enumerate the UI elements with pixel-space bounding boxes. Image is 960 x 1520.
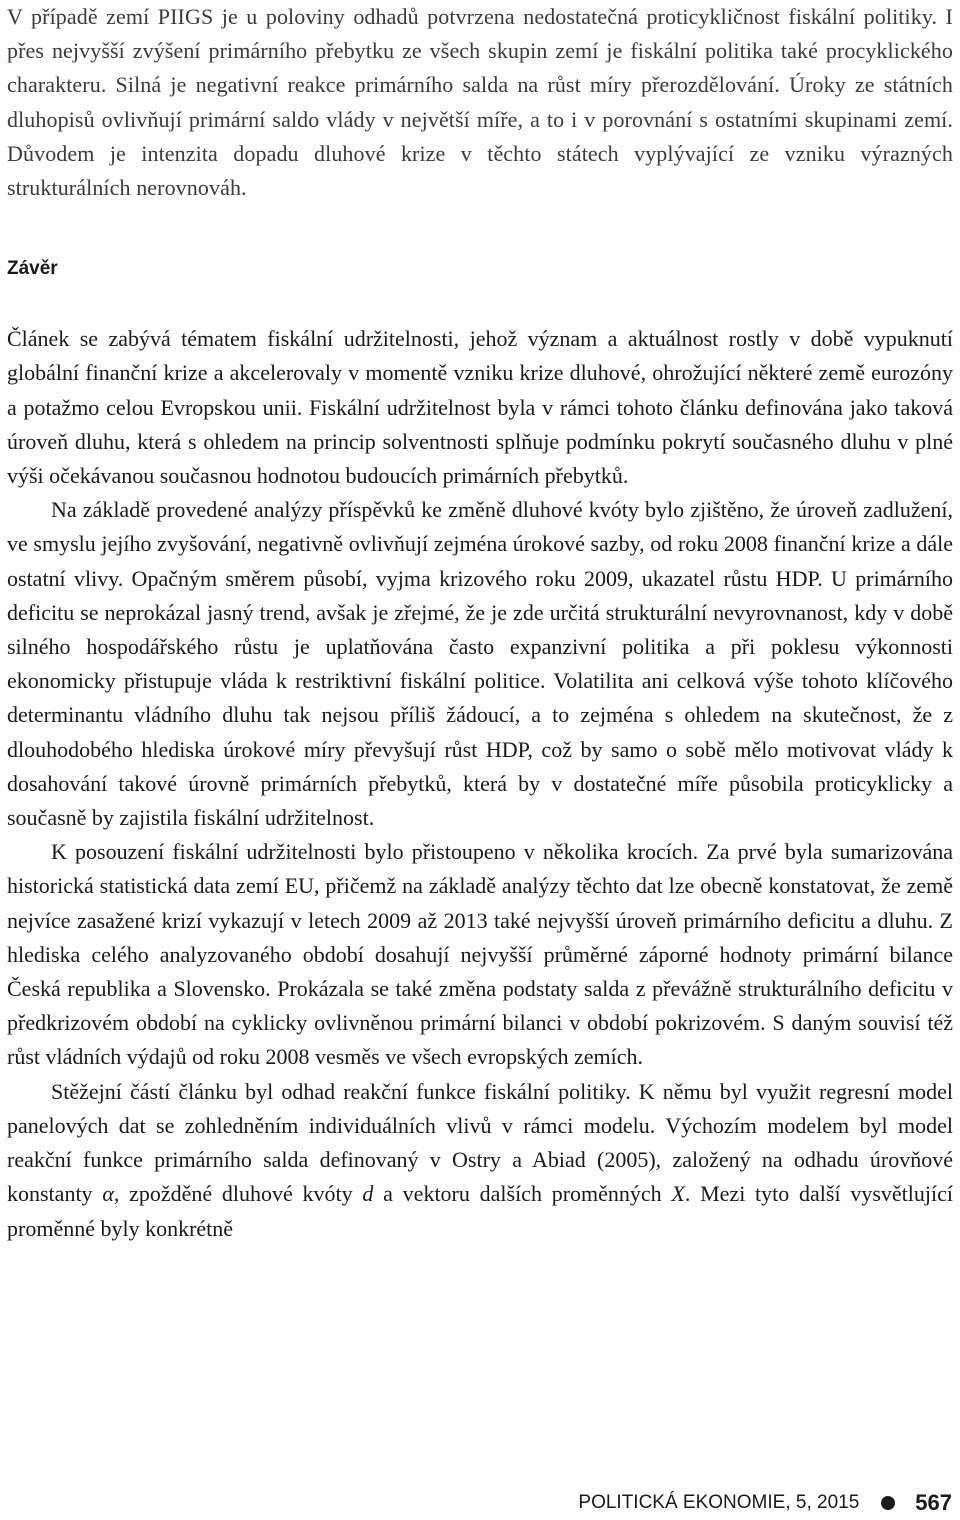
math-symbol-d: d bbox=[362, 1181, 374, 1207]
paragraph-text: Stěžejní částí článku byl odhad reakční funkce fiskální politiky. K němu byl využit regresní model panelových dat se zohledněním individuálních vlivů v rámci modelu. Výchozím modelem byl model reakční funkce primárního salda definovaný v Ostry a Abiad (2005), založený na odhadu úrovňové konstanty bbox=[7, 1078, 953, 1207]
math-symbol-x: X bbox=[671, 1181, 685, 1207]
body-paragraph: V případě zemí PIIGS je u poloviny odhadů potvrzena nedostatečná proticykličnost fiskální politiky. I přes nejvyšší zvýšení primárního přebytku ze všech skupin zemí je fiskální politika také procyklického charakteru. Silná je negativní reakce primárního salda na růst míry přerozdělování. Úroky ze státních dluhopisů ovlivňují primární saldo vlády v největší míře, a to i v porovnání s ostatními skupinami zemí. Důvodem je intenzita dopadu dluhové krize v těchto státech vyplývající ze vzniku výrazných strukturálních nerovnováh. bbox=[7, 4, 953, 201]
journal-name: POLITICKÁ EKONOMIE, 5, 2015 bbox=[578, 1492, 860, 1513]
bullet-dot-icon bbox=[881, 1496, 895, 1510]
paragraph-text: , zpožděné dluhové kvóty bbox=[113, 1181, 363, 1207]
section-heading: Závěr bbox=[7, 258, 58, 280]
body-paragraph: K posouzení fiskální udržitelnosti bylo přistoupeno v několika krocích. Za prvé byla sumarizována historická statistická data zemí EU, přičemž na základě analýzy těchto dat lze obecně konstatovat, že země nejvíce zasažené krizí vykazují v letech 2009 až 2013 také nejvyšší úroveň primárního deficitu a dluhu. Z hlediska celého analyzovaného období dosahují nejvyšší průměrné záporné hodnoty primární bilance Česká republika a Slovensko. Prokázala se také změna podstaty salda z převážně strukturálního deficitu v předkrizovém období na cyklicky ovlivněnou primární bilanci v období pokrizovém. S daným souvisí též růst vládních výdajů od roku 2008 vesměs ve všech evropských zemích. bbox=[7, 839, 953, 1070]
body-paragraph: Článek se zabývá tématem fiskální udržitelnosti, jehož význam a aktuálnost rostly v době vypuknutí globální finanční krize a akcelerovaly v momentě vzniku krize dluhové, ohrožující některé země eurozóny a potažmo celou Evropskou unii. Fiskální udržitelnost byla v rámci tohoto článku definována jako taková úroveň dluhu, která s ohledem na princip solventnosti splňuje podmínku pokrytí současného dluhu v plné výši očekávanou současnou hodnotou budoucích primárních přebytků. bbox=[7, 326, 953, 489]
page-footer bbox=[578, 1490, 952, 1516]
paragraph-text: . Mezi tyto další vysvětlující proměnné byly konkrétně bbox=[7, 1181, 953, 1241]
body-paragraph: Na základě provedené analýzy příspěvků ke změně dluhové kvóty bylo zjištěno, že úroveň zadlužení, ve smyslu jejího zvyšování, negativně ovlivňují zejména úrokové sazby, od roku 2008 finanční krize a dále ostatní vlivy. Opačným směrem působí, vyjma krizového roku 2009, ukazatel růstu HDP. U primárního deficitu se neprokázal jasný trend, avšak je zřejmé, že je zde určitá strukturální nevyrovnanost, kdy v době silného hospodářského růstu je uplatňována často expanzivní politika a při poklesu výkonnosti ekonomicky přistupuje vláda k restriktivní fiskální politice. Volatilita ani celková výše tohoto klíčového determinantu vládního dluhu tak nejsou příliš žádoucí, a to zejména s ohledem na skutečnost, že z dlouhodobého hlediska úrokové míry převyšují růst HDP, což by samo o sobě mělo motivovat vlády k dosahování takové úrovně primárních přebytků, která by v dostatečné míře působila proticyklicky a současně by zajistila fiskální udržitelnost. bbox=[7, 497, 953, 831]
math-symbol-alpha: α bbox=[102, 1181, 114, 1207]
body-paragraph bbox=[7, 1075, 953, 1246]
paragraph-text: a vektoru dalších proměnných bbox=[373, 1181, 672, 1207]
page-number: 567 bbox=[915, 1490, 952, 1515]
page-content bbox=[7, 0, 953, 1246]
